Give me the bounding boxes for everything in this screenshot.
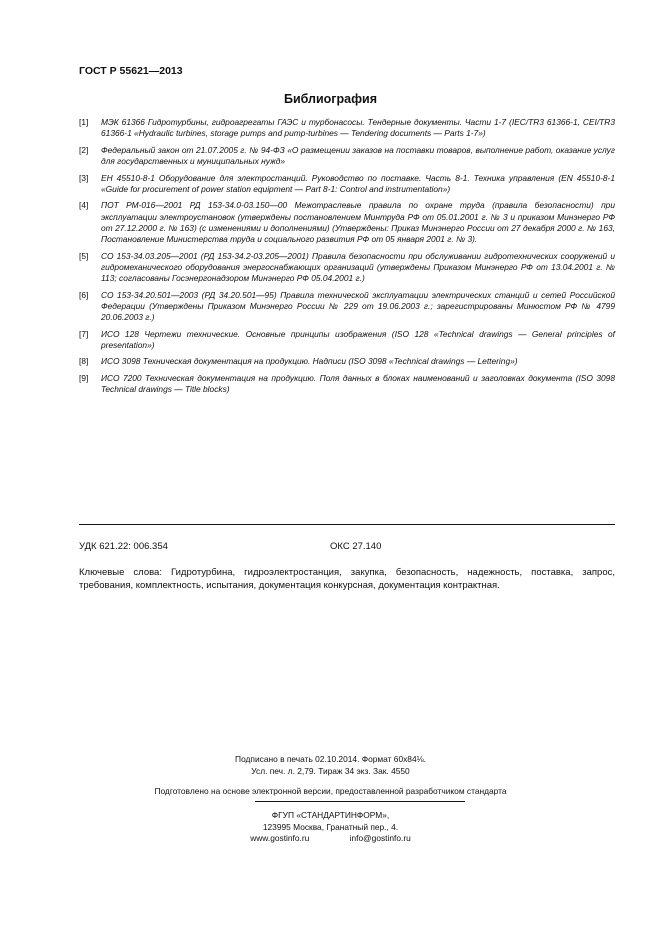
- imprint-divider: [255, 801, 465, 802]
- entry-text: ИСО 128 Чертежи технические. Основные принципы изображения (ISO 128 «Technical drawings — General principles of presentation»): [101, 328, 615, 350]
- document-code: ГОСТ Р 55621—2013: [79, 65, 183, 77]
- bibliography-entry: [79, 145, 615, 167]
- print-sheets: Усл. печ. л. 2,79. Тираж 34 экз. Зак. 4550: [251, 766, 410, 776]
- publisher-contacts: [0, 833, 661, 843]
- oks-code: ОКС 27.140: [330, 541, 382, 552]
- signed-to-print: Подписано в печать 02.10.2014. Формат 60x84⅛.: [235, 754, 426, 764]
- entry-text: СО 153-34.20.501—2003 (РД 34.20.501—95) Правила технической эксплуатации электрических станций и сетей Российской Федерации (Утверждены Приказом Минэнерго России № 229 от 19.06.2003 г.; зарегистрированы Минюстом РФ № 4799 20.06.2003 г.): [101, 289, 615, 322]
- bibliography-entry: [79, 329, 615, 351]
- publisher-name: ФГУП «СТАНДАРТИНФОРМ»,: [271, 810, 390, 820]
- entry-text: Федеральный закон от 21.07.2005 г. № 94-ФЗ «О размещении заказов на поставки товаров, выполнение работ, оказание услуг для государственных и муниципальных нужд»: [101, 144, 615, 166]
- entry-number: [7]: [79, 328, 89, 339]
- entry-text: ПОТ РМ-016—2001 РД 153-34.0-03.150—00 Межотраслевые правила по охране труда (правила безопасности) при эксплуатации электроустановок (утверждены постановлением Минтруда РФ от 05.01.2001 г. № 3 и приказом Минэнерго РФ от 27.12.2000 г. № 163) (с изменениями и дополнениями) (Утверждены: Приказ Минэнерго России от 27 декабря 2000 г. № 163, Постановление Министерства труда и социального развития РФ от 05 января 2001 г. № 3).: [101, 200, 615, 244]
- print-info: [0, 753, 661, 777]
- entry-number: [2]: [79, 144, 89, 155]
- entry-number: [5]: [79, 250, 89, 261]
- udk-code: УДК 621.22: 006.354: [79, 541, 168, 552]
- keywords: Ключевые слова: Гидротурбина, гидроэлектростанция, закупка, безопасность, надежность, поставка, запрос, требования, комплектность, испытания, документация конкурсная, документация контрактная.: [79, 567, 615, 591]
- entry-number: [9]: [79, 372, 89, 383]
- entry-text: ИСО 3098 Техническая документация на продукцию. Надписи (ISO 3098 «Technical drawings — Lettering»): [101, 356, 518, 367]
- prepared-note: Подготовлено на основе электронной версии, предоставленной разработчиком стандарта: [154, 786, 507, 796]
- email-link[interactable]: info@gostinfo.ru: [349, 833, 411, 843]
- bibliography-entry: [79, 290, 615, 324]
- bibliography-list: [79, 117, 615, 401]
- website-link[interactable]: www.gostinfo.ru: [250, 833, 310, 843]
- bibliography-entry: [79, 173, 615, 195]
- entry-number: [3]: [79, 172, 89, 183]
- publisher-address: 123995 Москва, Гранатный пер., 4.: [262, 822, 399, 832]
- bibliography-entry: [79, 117, 615, 139]
- entry-number: [8]: [79, 356, 89, 367]
- entry-number: [1]: [79, 117, 89, 127]
- bibliography-entry: [79, 356, 615, 367]
- entry-text: ЕН 45510-8-1 Оборудование для электростанций. Руководство по поставке. Часть 8-1. Техника управления (EN 45510-8-1 «Guide for procurement of power station equipment — Part 8-1: Control and instrumentation»): [101, 172, 615, 194]
- entry-text: ИСО 7200 Техническая документация на продукцию. Поля данных в блоках наименований и заголовках документа (ISO 3098 Technical drawings — Title blocks): [101, 372, 615, 395]
- bibliography-entry: [79, 200, 615, 245]
- bibliography-entry: [79, 373, 615, 395]
- bibliography-title: Библиография: [283, 92, 378, 106]
- bibliography-entry: [79, 251, 615, 285]
- entry-number: [6]: [79, 289, 89, 300]
- section-divider: [79, 524, 615, 525]
- entry-text: МЭК 61366 Гидротурбины, гидроагрегаты ГАЭС и турбонасосы. Тендерные документы. Части 1-7 (IEC/TR3 61366-1, CEI/TR3 61366-1 «Hydraulic turbines, storage pumps and pump-turbines — Tendering documents — Parts 1-7»): [101, 117, 615, 139]
- publisher-block: [0, 809, 661, 833]
- entry-number: [4]: [79, 200, 89, 211]
- entry-text: СО 153-34.03.205—2001 (РД 153-34.2-03.205—2001) Правила безопасности при обслуживании гидротехнических сооружений и гидромеханического оборудования энергоснабжающих организаций (утверждены Приказом Минэнерго РФ от 13.04.2001 г. № 113; согласованы Госэнергонадзором Минэнерго РФ 05.04.2001 г.): [101, 250, 615, 283]
